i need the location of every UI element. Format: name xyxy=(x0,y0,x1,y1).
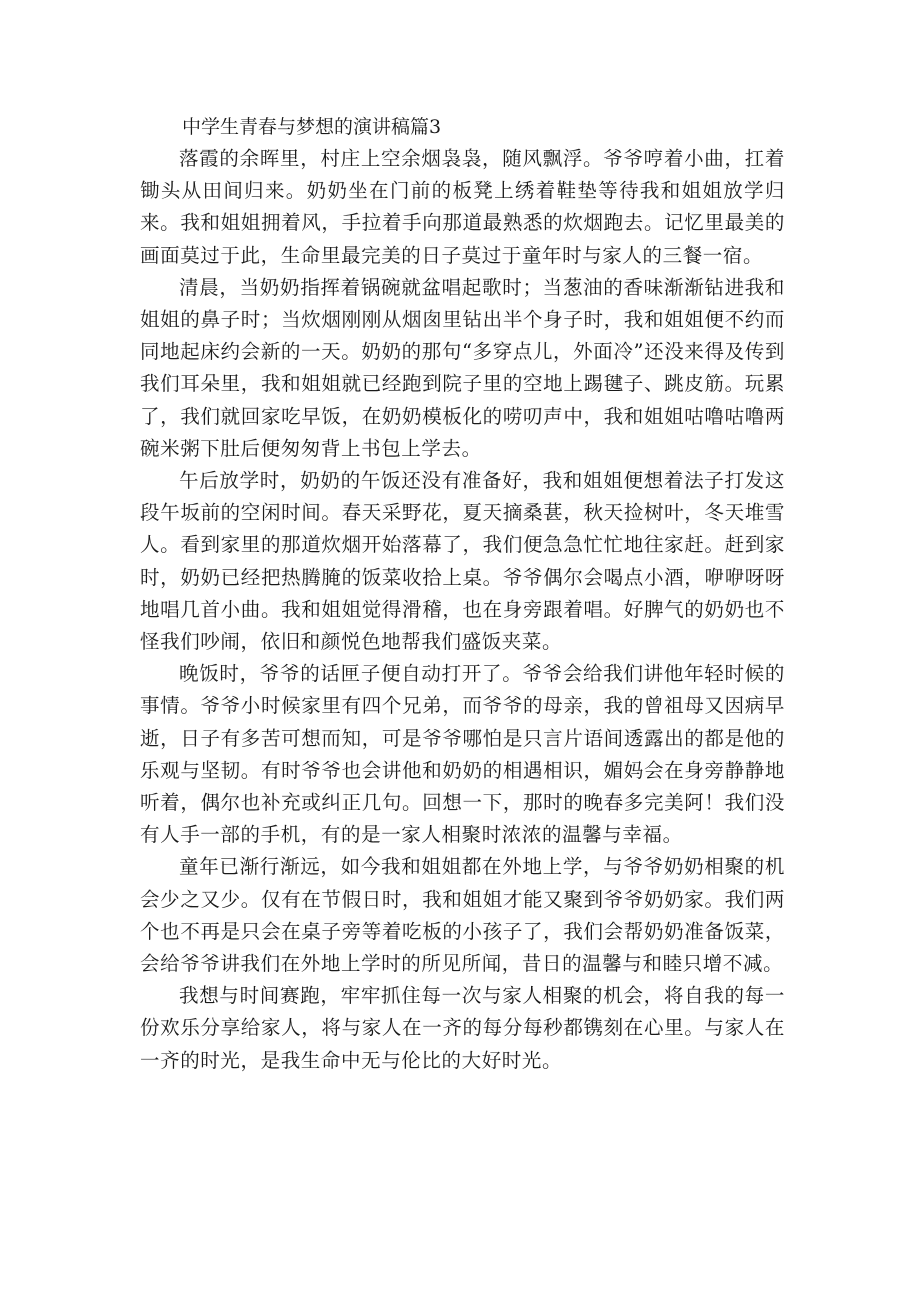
paragraph-2: 清晨，当奶奶指挥着锅碗就盆唱起歌时；当葱油的香味渐渐钻进我和姐姐的鼻子时；当炊烟刚刚从烟囱里钻出半个身子时，我和姐姐便不约而同地起床约会新的一天。奶奶的那句“多穿点儿，外面冷”还没来得及传到我们耳朵里，我和姐姐就已经跑到院子里的空地上踢毽子、跳皮筋。玩累了，我们就回家吃早饭，在奶奶模板化的唠叨声中，我和姐姐咕噜咕噜两碗米粥下肚后便匆匆背上书包上学去。 xyxy=(140,275,785,460)
paragraph-6: 我想与时间赛跑，牢牢抓住每一次与家人相聚的机会，将自我的每一份欢乐分享给家人，将与家人在一齐的每分每秒都镌刻在心里。与家人在一齐的时光，是我生命中无与伦比的大好时光。 xyxy=(140,984,785,1072)
paragraph-4: 晚饭时，爷爷的话匣子便自动打开了。爷爷会给我们讲他年轻时候的事情。爷爷小时候家里有四个兄弟，而爷爷的母亲，我的曾祖母又因病早逝，日子有多苦可想而知，可是爷爷哪怕是只言片语间透露出的都是他的乐观与坚韧。有时爷爷也会讲他和奶奶的相遇相识，媚妈会在身旁静静地听着，偶尔也补充或纠正几句。回想一下，那时的晚春多完美阿！我们没有人手一部的手机，有的是一家人相聚时浓浓的温馨与幸福。 xyxy=(140,662,785,847)
document-title: 中学生青春与梦想的演讲稿篇3 xyxy=(182,116,442,138)
paragraph-3: 午后放学时，奶奶的午饭还没有准备好，我和姐姐便想着法子打发这段午坂前的空闲时间。春天采野花，夏天摘桑葚，秋天捡树叶，冬天堆雪人。看到家里的那道炊烟开始落幕了，我们便急急忙忙地往家赶。赶到家时，奶奶已经把热腾腌的饭菜收拾上桌。爷爷偶尔会喝点小酒，咿咿呀呀地唱几首小曲。我和姐姐觉得滑稽，也在身旁跟着唱。好脾气的奶奶也不怪我们吵闹，依旧和颜悦色地帮我们盛饭夹菜。 xyxy=(140,469,785,654)
paragraph-5: 童年已渐行渐远，如今我和姐姐都在外地上学，与爷爷奶奶相聚的机会少之又少。仅有在节假日时，我和姐姐才能又聚到爷爷奶奶家。我们两个也不再是只会在桌子旁等着吃板的小孩子了，我们会帮奶奶准备饭菜，会给爷爷讲我们在外地上学时的所见所闻，昔日的温馨与和睦只增不减。 xyxy=(140,855,785,976)
paragraph-1: 落霞的余晖里，村庄上空余烟袅袅，随风飘浮。爷爷哼着小曲，扛着锄头从田间归来。奶奶坐在门前的板凳上绣着鞋垫等待我和姐姐放学归来。我和姐姐拥着风，手拉着手向那道最熟悉的炊烟跑去。记忆里最美的画面莫过于此，生命里最完美的日子莫过于童年时与家人的三餐一宿。 xyxy=(140,147,785,267)
document-body xyxy=(140,112,785,1077)
